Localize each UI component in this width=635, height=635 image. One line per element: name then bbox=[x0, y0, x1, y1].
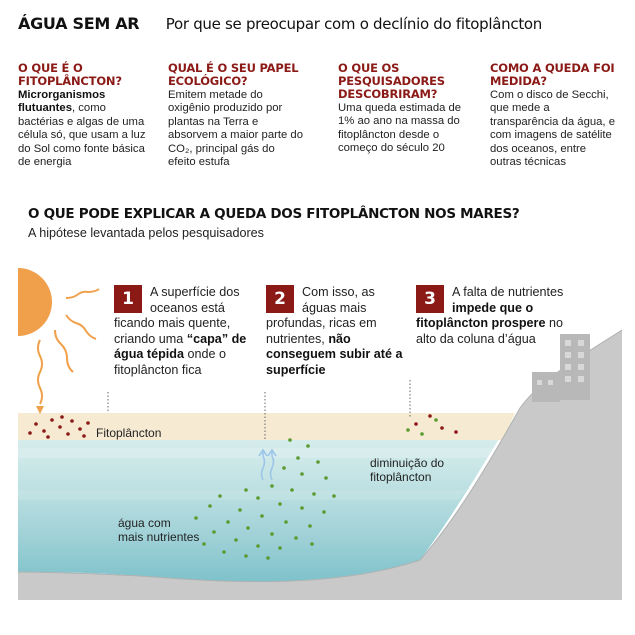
step-3: 3 A falta de nutrientes impede que o fitoplâncton prospere no alto da coluna d’água bbox=[416, 285, 564, 346]
step-number-badge: 3 bbox=[416, 285, 444, 313]
question-answer: Microrganismos flutuantes, como bactérias e algas de uma célula só, que usam a luz do Sol como fonte básica de energia bbox=[18, 89, 146, 169]
label-fitoplancton: Fitoplâncton bbox=[96, 426, 162, 440]
question-title: O QUE É O FITOPLÂNCTON? bbox=[18, 61, 122, 88]
section-subtitle: A hipótese levantada pelos pesquisadores bbox=[28, 226, 264, 240]
question-answer: Emitem metade do oxigênio produzido por plantas na Terra e absorvem a maior parte do CO₂, principal gás do efeito estufa bbox=[168, 89, 303, 169]
page-title: ÁGUA SEM AR bbox=[18, 14, 140, 33]
sun-icon bbox=[18, 268, 52, 336]
question-answer: Com o disco de Secchi, que mede a transparência da água, e com imagens de satélite dos oceanos, entre outras técnicas bbox=[490, 89, 615, 169]
step-number-badge: 1 bbox=[114, 285, 142, 313]
page-subtitle: Por que se preocupar com o declínio do fitoplâncton bbox=[165, 15, 542, 33]
question-title: O QUE OS PESQUISADORES DESCOBRIRAM? bbox=[338, 61, 445, 101]
label-diminuicao: diminuição do fitoplâncton bbox=[370, 456, 445, 484]
step-2: 2 Com isso, as águas mais profundas, ricas em nutrientes, não conseguem subir até a superfície bbox=[266, 285, 403, 377]
warm-surface-layer bbox=[18, 413, 515, 440]
question-answer: Uma queda estimada de 1% ao ano na massa do fitoplâncton desde o começo do século 20 bbox=[338, 102, 462, 155]
step-1: 1 A superfície dos oceanos está ficando mais quente, criando uma “capa” de água tépida onde o fitoplâncton fica bbox=[114, 285, 247, 377]
section-title: O QUE PODE EXPLICAR A QUEDA DOS FITOPLÂNCTON NOS MARES? bbox=[28, 206, 520, 222]
question-title: QUAL É O SEU PAPEL ECOLÓGICO? bbox=[168, 61, 299, 88]
label-nutrientes: água com mais nutrientes bbox=[118, 516, 200, 544]
question-title: COMO A QUEDA FOI MEDIDA? bbox=[490, 61, 615, 88]
step-number-badge: 2 bbox=[266, 285, 294, 313]
